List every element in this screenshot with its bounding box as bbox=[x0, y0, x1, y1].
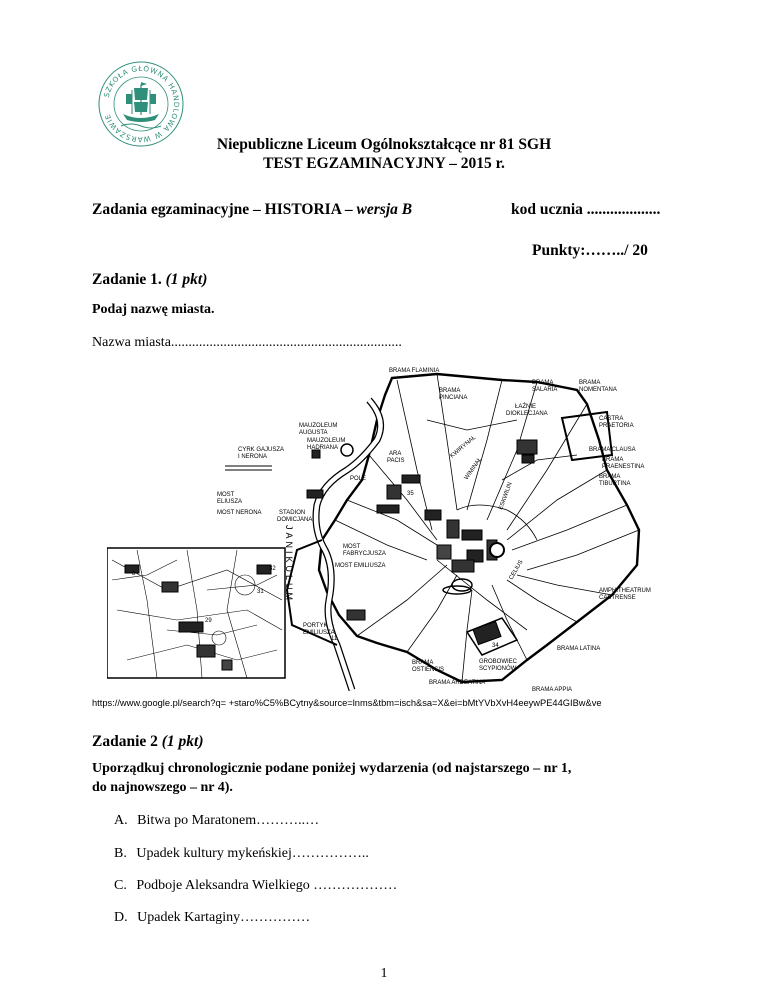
label-brama-pinciana-2: PINCIANA bbox=[439, 395, 468, 401]
label-most-emiliusza: MOST EMILIUSZA bbox=[335, 563, 386, 569]
label-brama-ostiensis: BRAMA bbox=[412, 660, 434, 666]
label-mauzoleum-hadriana: MAUZOLEUM bbox=[307, 438, 346, 444]
label-num-29: 29 bbox=[205, 618, 212, 624]
label-grobowiec: GROBOWIEC bbox=[479, 659, 518, 665]
label-brama-ardeatina: BRAMA ARDEATINA bbox=[429, 680, 486, 686]
task2-instruction-line1: Uporządkuj chronologicznie podane poniżej wydarzenia (od najstarszego – nr 1, bbox=[92, 761, 572, 776]
label-stadion-2: DOMICJANA bbox=[277, 517, 313, 523]
student-code-field[interactable]: kod ucznia ................... bbox=[511, 201, 661, 218]
label-cyrk: CYRK GAJUSZA bbox=[238, 447, 285, 453]
points-field[interactable]: Punkty:……../ 20 bbox=[532, 242, 648, 259]
label-laznie-2: DIOKLECJANA bbox=[506, 411, 548, 417]
event-letter: C. bbox=[114, 878, 127, 893]
label-wiminal: WIMINAŁ bbox=[463, 456, 484, 482]
label-grobowiec-2: SCYPIONÓW bbox=[479, 666, 517, 672]
label-brama-tiburtina-2: TIBURTINA bbox=[599, 481, 631, 487]
task2-instruction-line2: do najnowszego – nr 4). bbox=[92, 780, 233, 795]
label-castra-2: PRAETORIA bbox=[599, 423, 634, 429]
version-label: wersja B bbox=[356, 201, 413, 218]
task1-instruction: Podaj nazwę miasta. bbox=[92, 302, 215, 317]
event-item-c[interactable] bbox=[114, 878, 397, 894]
label-brama-latina: BRAMA LATINA bbox=[557, 646, 601, 652]
label-celius: CELIUS bbox=[508, 559, 525, 581]
label-brama-flaminia: BRAMA FLAMINIA bbox=[389, 368, 440, 374]
label-num-31: 31 bbox=[257, 589, 264, 595]
task1-answer-line[interactable]: Nazwa miasta.................................................................. bbox=[92, 335, 402, 350]
label-brama-pinciana: BRAMA bbox=[439, 388, 461, 394]
label-eskwilin: ESKWILIN bbox=[498, 481, 514, 511]
label-laznie: ŁAŹNIE bbox=[515, 404, 537, 410]
label-mauzoleum-augusta-2: AUGUSTA bbox=[299, 430, 328, 436]
label-pole: POLE bbox=[350, 476, 367, 482]
task2-number: Zadanie 2 bbox=[92, 733, 162, 750]
subject-prefix: Zadania egzaminacyjne – HISTORIA – bbox=[92, 201, 357, 218]
page-number: 1 bbox=[380, 966, 388, 981]
task2-points: (1 pkt) bbox=[161, 733, 204, 750]
svg-text:SZKOŁA GŁÓWNA HANDLOWA W WARSZ: SZKOŁA GŁÓWNA HANDLOWA W WARSZAWIE bbox=[101, 63, 182, 145]
events-list bbox=[114, 0, 674, 994]
label-kwirynal: KWIRYNAŁ bbox=[449, 434, 478, 460]
label-amphitheatrum-2: CASTRENSE bbox=[599, 595, 636, 601]
event-text: Podboje Aleksandra Wielkiego ……………… bbox=[136, 878, 398, 893]
label-castra: CASTRA bbox=[599, 416, 624, 422]
label-cyrk-2: I NERONA bbox=[238, 454, 268, 460]
label-most-fabrycjusza-2: FABRYCJUSZA bbox=[343, 551, 386, 557]
label-most-eliusza-2: ELIUSZA bbox=[217, 499, 243, 505]
label-ara-2: PACIS bbox=[387, 458, 405, 464]
label-mauzoleum-hadriana-2: HADRIANA bbox=[307, 445, 339, 451]
event-item-b[interactable] bbox=[114, 846, 369, 862]
event-letter: A. bbox=[114, 813, 128, 828]
label-num-35: 35 bbox=[407, 491, 414, 497]
label-janikulum: JANIKULUM bbox=[284, 525, 294, 604]
label-most-fabrycjusza: MOST bbox=[343, 544, 361, 550]
label-portyk: PORTYK bbox=[303, 623, 328, 629]
label-brama-salaria: BRAMA bbox=[532, 380, 554, 386]
label-most-nerona: MOST NERONA bbox=[217, 510, 262, 516]
event-item-a[interactable] bbox=[114, 813, 319, 829]
event-text: Upadek Kartaginy…………… bbox=[137, 910, 311, 925]
label-brama-praenestina: BRAMA bbox=[602, 457, 624, 463]
map-source-url[interactable]: https://www.google.pl/search?q= +staro%C5%BCytny&source=lnms&tbm=isch&sa=X&ei=bMtYVbXvH4eeywPE44GIBw&ve bbox=[92, 698, 602, 708]
label-brama-clausa: BRAMA CLAUSA bbox=[589, 447, 636, 453]
task1-points: (1 pkt) bbox=[165, 271, 208, 288]
label-brama-tiburtina: BRAMA bbox=[599, 474, 621, 480]
label-brama-appia: BRAMA APPIA bbox=[532, 687, 573, 693]
event-letter: D. bbox=[114, 910, 128, 925]
event-text: Upadek kultury mykeńskiej…………….. bbox=[136, 846, 369, 861]
label-amphitheatrum: AMPHITHEATRUM bbox=[599, 588, 651, 594]
label-brama-nomentana: BRAMA bbox=[579, 380, 601, 386]
label-num-34: 34 bbox=[492, 643, 499, 649]
label-num-32: 32 bbox=[269, 566, 276, 572]
task1-number: Zadanie 1. bbox=[92, 271, 166, 288]
label-most-eliusza: MOST bbox=[217, 492, 235, 498]
label-num-8: 8 bbox=[132, 571, 136, 577]
label-brama-praenestina-2: PRAENESTINA bbox=[602, 464, 645, 470]
label-mauzoleum-augusta: MAUZOLEUM bbox=[299, 423, 338, 429]
label-num-11: 11 bbox=[331, 636, 338, 642]
label-brama-salaria-2: SALARIA bbox=[532, 387, 558, 393]
label-portyk-2: EMILIUSZA bbox=[303, 630, 335, 636]
event-letter: B. bbox=[114, 846, 127, 861]
label-brama-nomentana-2: NOMENTANA bbox=[579, 387, 617, 393]
label-stadion: STADION bbox=[279, 510, 306, 516]
exam-title: TEST EGZAMINACYJNY – 2015 r. bbox=[263, 155, 505, 172]
school-name: Niepubliczne Liceum Ogólnokształcące nr 81 SGH bbox=[216, 136, 552, 153]
event-text: Bitwa po Maratonem………..… bbox=[137, 813, 320, 828]
label-ara: ARA bbox=[389, 451, 402, 457]
label-brama-ostiensis-2: OSTIENSIS bbox=[412, 667, 445, 673]
event-item-d[interactable] bbox=[114, 910, 310, 926]
